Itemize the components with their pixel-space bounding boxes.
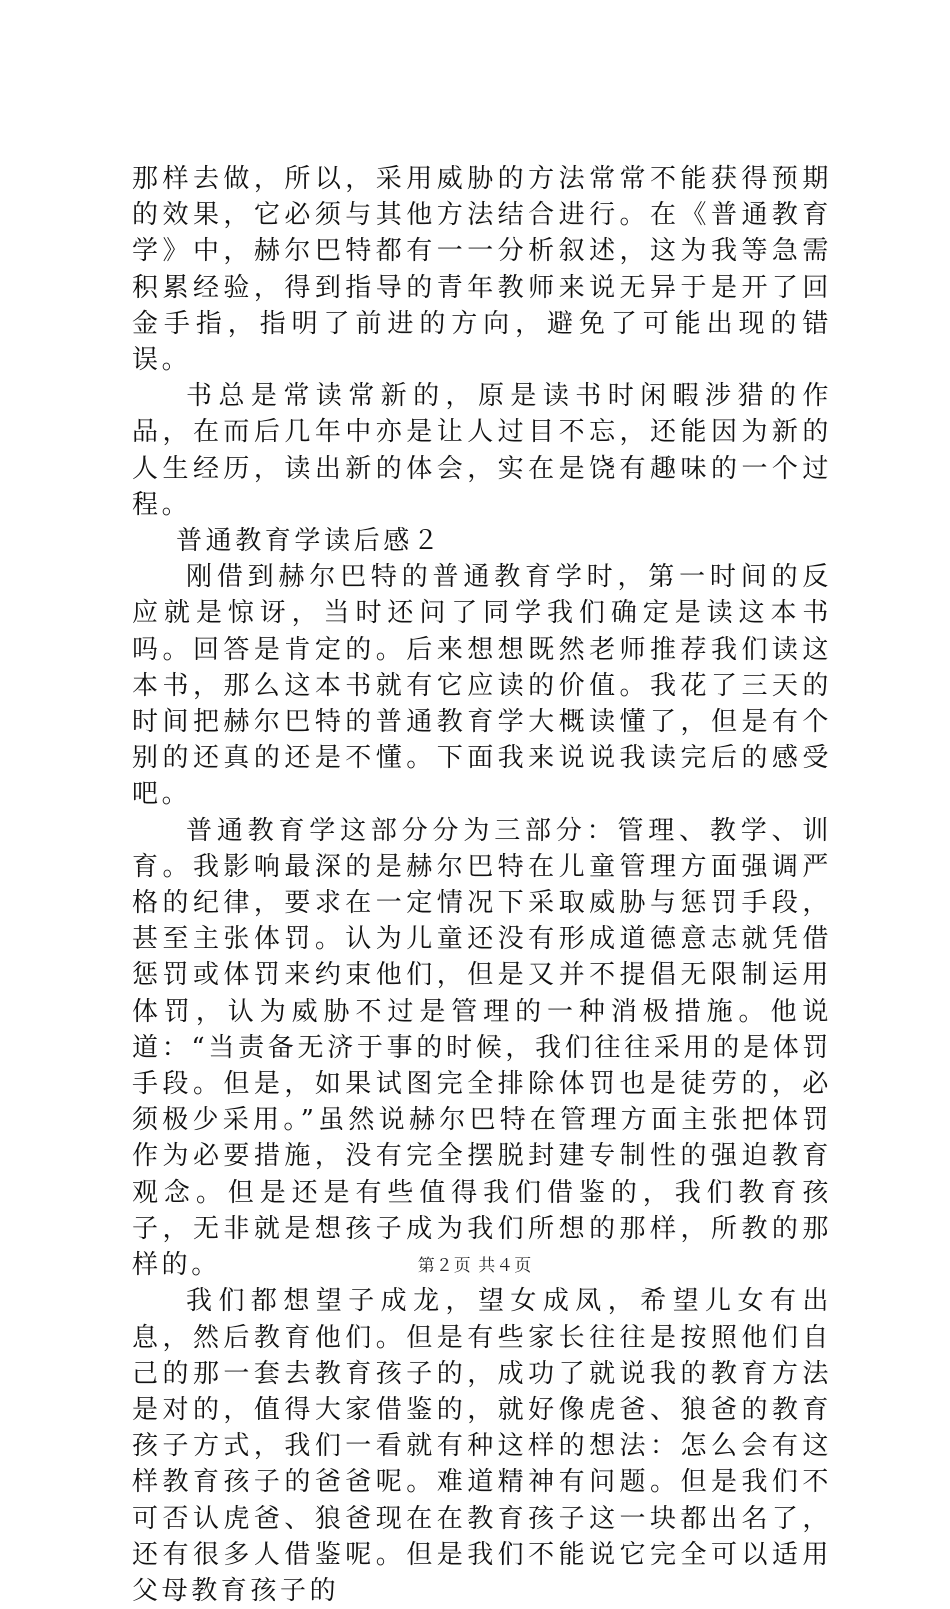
paragraph: 书总是常读常新的，原是读书时闲暇涉猎的作品，在而后几年中亦是让人过目不忘，还能因为新的人生经历，读出新的体会，实在是饶有趣味的一个过程。	[132, 381, 832, 520]
paragraph: 我们都想望子成龙，望女成凤，希望儿女有出息，然后教育他们。但是有些家长往往是按照他们自己的那一套去教育孩子的，成功了就说我的教育方法是对的，值得大家借鉴的，就好像虎爸、狼爸的教育孩子方式，我们一看就有种这样的想法：怎么会有这样教育孩子的爸爸呢。难道精神有问题。但是我们不可否认虎爸、狼爸现在在教育孩子这一块都出名了，还有很多人借鉴呢。但是我们不能说它完全可以适用父母教育孩子的	[132, 1286, 832, 1606]
paragraph: 普通教育学这部分分为三部分：管理、教学、训育。我影响最深的是赫尔巴特在儿童管理方面强调严格的纪律，要求在一定情况下采取威胁与惩罚手段，甚至主张体罚。认为儿童还没有形成道德意志就凭借惩罚或体罚来约束他们，但是又并不提倡无限制运用体罚，认为威胁不过是管理的一种消极措施。他说道：“当责备无济于事的时候，我们往往采用的是体罚手段。但是，如果试图完全排除体罚也是徒劳的，必须极少采用。”虽然说赫尔巴特在管理方面主张把体罚作为必要措施，没有完全摆脱封建专制性的强迫教育观念。但是还是有些值得我们借鉴的，我们教育孩子，无非就是想孩子成为我们所想的那样，所教的那样的。	[132, 815, 832, 1281]
paragraph: 那样去做，所以，采用威胁的方法常常不能获得预期的效果，它必须与其他方法结合进行。在《普通教育学》中，赫尔巴特都有一一分析叙述，这为我等急需积累经验，得到指导的青年教师来说无异于是开了回金手指，指明了前进的方向，避免了可能出现的错误。	[132, 164, 832, 376]
page-footer: 第２页 共４页	[417, 1256, 533, 1276]
paragraph: 刚借到赫尔巴特的普通教育学时，第一时间的反应就是惊讶，当时还问了同学我们确定是读这本书吗。回答是肯定的。后来想想既然老师推荐我们读这本书，那么这本书就有它应读的价值。我花了三天的时间把赫尔巴特的普通教育学大概读懂了，但是有个别的还真的还是不懂。下面我来说说我读完后的感受吧。	[132, 562, 832, 810]
section-heading: 普通教育学读后感２	[176, 526, 443, 557]
document-body	[132, 161, 832, 1609]
